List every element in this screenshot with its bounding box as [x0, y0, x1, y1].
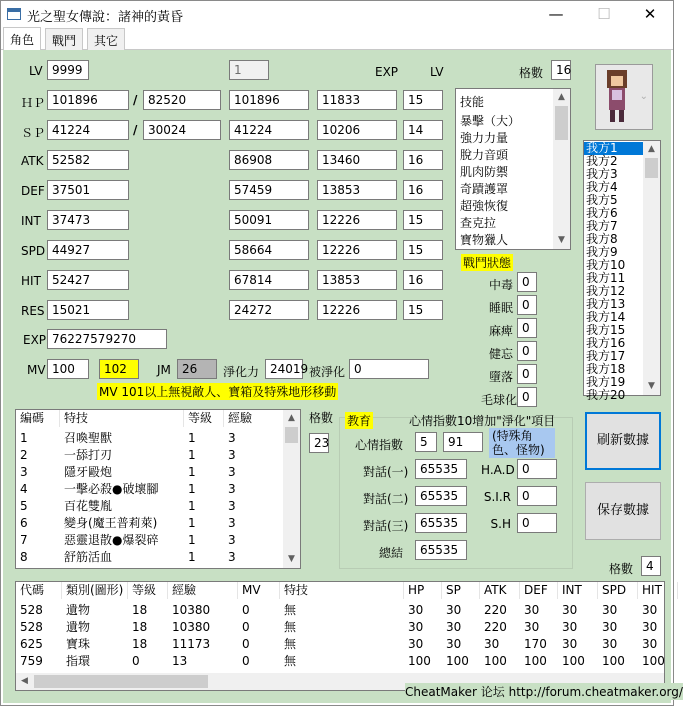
tech-scrollbar[interactable]: [283, 410, 300, 568]
status-label: 麻痺: [488, 324, 513, 338]
tech-cell: 3: [228, 448, 236, 462]
purify-input[interactable]: 24019: [265, 359, 303, 379]
items-header-cell: HP: [404, 582, 442, 599]
tech-cell: 隱牙毆炮: [64, 465, 113, 479]
ally-item[interactable]: 我方1: [584, 142, 660, 155]
tab-battle[interactable]: 戰鬥: [45, 28, 83, 50]
items-header-cell: SP: [442, 582, 480, 599]
items-cell: 30: [642, 620, 658, 634]
items-cell: 0: [132, 654, 140, 668]
scroll-thumb[interactable]: [285, 427, 298, 443]
items-cell: 13: [172, 654, 188, 668]
tab-strip: [1, 28, 673, 50]
dialogue-tag-label: S.I.R: [483, 490, 511, 504]
items-cell: 759: [20, 654, 43, 668]
stat-total-input[interactable]: 67814: [229, 270, 309, 290]
ally-item[interactable]: 我方12: [586, 284, 626, 298]
stat-total-input[interactable]: 50091: [229, 210, 309, 230]
items-cell: 30: [446, 620, 462, 634]
items-cell: 100: [446, 654, 469, 668]
tech-cell: 1: [188, 448, 196, 462]
ally-item[interactable]: 我方5: [586, 193, 618, 207]
dialogue-label: 對話(三): [363, 519, 409, 533]
purify-label: 淨化力: [223, 365, 260, 379]
tech-cell: 3: [228, 465, 236, 479]
tech-count-label: 格數: [309, 411, 334, 425]
stat-lv-input[interactable]: 14: [403, 120, 443, 140]
lv-input[interactable]: 9999: [47, 60, 89, 80]
tech-row[interactable]: [16, 532, 286, 549]
tech-cell: 1: [188, 465, 196, 479]
ally-item[interactable]: 我方16: [586, 336, 626, 350]
education-title: 教育: [347, 414, 372, 428]
stat-label: ＳＰ: [21, 126, 46, 140]
dialogue-tag-input[interactable]: 0: [517, 486, 557, 506]
items-cell: 100: [484, 654, 507, 668]
stat-current-input[interactable]: 15021: [47, 300, 129, 320]
ally-item[interactable]: 我方11: [586, 271, 626, 285]
tab-other[interactable]: 其它: [87, 28, 125, 50]
items-cell: 30: [408, 620, 424, 634]
items-cell: 10380: [172, 620, 211, 634]
tech-cell: 1: [188, 499, 196, 513]
items-cell: 18: [132, 620, 148, 634]
exp-column-label: EXP: [375, 65, 399, 79]
items-row[interactable]: [16, 619, 666, 636]
items-cell: 0: [242, 637, 250, 651]
stat-current-input[interactable]: 101896: [47, 90, 129, 110]
stat-total-input[interactable]: 101896: [229, 90, 309, 110]
tech-cell: 一舔打刃: [64, 448, 113, 462]
items-row[interactable]: [16, 636, 666, 653]
jm-label: JM: [157, 363, 171, 377]
tech-cell: 6: [20, 516, 28, 530]
minimize-button[interactable]: —: [548, 5, 564, 23]
items-cell: 遺物: [66, 603, 91, 617]
tech-header-cell: 經驗: [224, 410, 284, 427]
tech-cell: 1: [188, 482, 196, 496]
stat-label: HIT: [21, 274, 41, 288]
tech-cell: 召喚聖獸: [64, 431, 113, 445]
skills-list[interactable]: [455, 88, 571, 250]
items-count-label: 格數: [609, 562, 634, 576]
status-label: 睡眠: [488, 301, 513, 315]
scroll-down-icon[interactable]: ▼: [288, 554, 295, 564]
dialogue-tag-label: H.A.D: [481, 463, 515, 477]
items-cell: 無: [284, 603, 297, 617]
mood-input-1[interactable]: 5: [415, 432, 437, 452]
stat-lv-input[interactable]: 15: [403, 240, 443, 260]
skill-item[interactable]: 超強恢復: [460, 199, 509, 213]
battle-status-title: 戰鬥狀態: [463, 256, 512, 270]
items-header-cell: 代碼: [16, 582, 62, 599]
window-title: 光之聖女傳說：諸神的黃昏: [27, 10, 184, 25]
status-input[interactable]: 0: [517, 364, 537, 384]
tech-row[interactable]: [16, 498, 286, 515]
items-cell: 30: [602, 637, 618, 651]
forum-footer: CheatMaker 论坛 http://forum.cheatmaker.org/: [405, 685, 683, 699]
skill-item[interactable]: 脫力音頭: [460, 148, 509, 162]
items-cell: 100: [524, 654, 547, 668]
stat-total-input[interactable]: 86908: [229, 150, 309, 170]
stat-separator: /: [133, 93, 138, 107]
stat-current-input[interactable]: 41224: [47, 120, 129, 140]
items-header-cell: 特技: [280, 582, 404, 599]
ally-item[interactable]: 我方17: [586, 349, 626, 363]
items-cell: 無: [284, 620, 297, 634]
tech-row[interactable]: [16, 549, 286, 566]
ally-item[interactable]: 我方18: [586, 362, 626, 376]
dialogue-label: 對話(二): [363, 492, 409, 506]
tech-cell: 百花雙胤: [64, 499, 113, 513]
total-input[interactable]: 65535: [415, 540, 467, 560]
items-row[interactable]: [16, 653, 666, 670]
items-header-cell: MV: [238, 582, 280, 599]
skill-item[interactable]: 暴擊（大）: [460, 114, 521, 128]
exp-input[interactable]: 76227579270: [47, 329, 167, 349]
items-cell: 100: [642, 654, 665, 668]
ally-item[interactable]: 我方4: [586, 180, 618, 194]
items-cell: 18: [132, 603, 148, 617]
items-header-cell: HIT: [638, 582, 678, 599]
title-bar: [1, 1, 673, 28]
dialogue-input[interactable]: 65535: [415, 459, 467, 479]
purified-label: 被淨化: [309, 365, 346, 379]
scroll-thumb[interactable]: [555, 106, 568, 140]
items-cell: 528: [20, 603, 43, 617]
stat-lv-input[interactable]: 16: [403, 150, 443, 170]
stat-label: ATK: [21, 154, 44, 168]
items-cell: 0: [242, 620, 250, 634]
items-table[interactable]: [15, 581, 665, 691]
ally-item[interactable]: 我方8: [586, 232, 618, 246]
tech-cell: 惡靈退散●爆裂碎: [64, 533, 159, 547]
ally-item[interactable]: 我方15: [586, 323, 626, 337]
items-cell: 30: [602, 603, 618, 617]
scroll-down-icon[interactable]: ▼: [558, 235, 565, 245]
tech-cell: 3: [228, 550, 236, 564]
items-cell: 無: [284, 654, 297, 668]
stat-exp-input[interactable]: 11833: [317, 90, 397, 110]
stat-current-input[interactable]: 44927: [47, 240, 129, 260]
items-cell: 30: [524, 603, 540, 617]
items-cell: 220: [484, 620, 507, 634]
character-sprite-icon: [602, 68, 632, 126]
stats-count-label: 格數: [519, 66, 544, 80]
ally-item[interactable]: 我方3: [586, 167, 618, 181]
stat-label: ＨＰ: [21, 96, 46, 110]
items-header-cell: INT: [558, 582, 598, 599]
tech-cell: 7: [20, 533, 28, 547]
tech-cell: 3: [228, 482, 236, 496]
items-cell: 30: [408, 603, 424, 617]
tech-cell: 3: [228, 516, 236, 530]
tech-row[interactable]: [16, 430, 286, 447]
maximize-button[interactable]: ☐: [597, 5, 611, 23]
ally-item[interactable]: 我方13: [586, 297, 626, 311]
stat-max-input[interactable]: 82520: [143, 90, 221, 110]
tech-row[interactable]: [16, 447, 286, 464]
stat-lv-input[interactable]: 15: [403, 90, 443, 110]
dialogue-input[interactable]: 65535: [415, 513, 467, 533]
tech-table[interactable]: [15, 409, 301, 569]
items-cell: 10380: [172, 603, 211, 617]
skill-item[interactable]: 查克拉: [460, 216, 497, 230]
ally-list[interactable]: [583, 140, 661, 402]
items-cell: 30: [602, 620, 618, 634]
scroll-left-icon[interactable]: ◀: [21, 676, 28, 686]
refresh-button[interactable]: 刷新數據: [585, 412, 661, 470]
stats-count-input[interactable]: 16: [551, 60, 571, 80]
close-button[interactable]: ✕: [643, 5, 657, 23]
items-cell: 30: [562, 603, 578, 617]
scroll-up-icon[interactable]: ▲: [558, 92, 565, 102]
stat-lv-input[interactable]: 15: [403, 210, 443, 230]
stat-lv-input[interactable]: 16: [403, 180, 443, 200]
items-row[interactable]: [16, 602, 666, 619]
items-cell: 30: [446, 603, 462, 617]
ally-item[interactable]: 我方7: [586, 219, 618, 233]
lv-label: LV: [29, 64, 43, 78]
tech-row[interactable]: [16, 481, 286, 498]
tech-cell: 1: [188, 431, 196, 445]
skill-item[interactable]: 寶物獵人: [460, 233, 509, 247]
stat-current-input[interactable]: 37501: [47, 180, 129, 200]
stat-exp-input[interactable]: 10206: [317, 120, 397, 140]
ally-item[interactable]: 我方19: [586, 375, 626, 389]
chevron-down-icon[interactable]: ⌄: [639, 91, 648, 102]
dialogue-label: 對話(一): [363, 465, 409, 479]
items-cell: 30: [484, 637, 500, 651]
tech-cell: 3: [228, 431, 236, 445]
tech-cell: 8: [20, 550, 28, 564]
status-label: 中毒: [488, 278, 513, 292]
scroll-up-icon[interactable]: ▲: [288, 413, 295, 423]
tech-cell: 2: [20, 448, 28, 462]
stat-label: DEF: [21, 184, 45, 198]
status-input[interactable]: 0: [517, 387, 537, 407]
purified-input[interactable]: 0: [349, 359, 429, 379]
stat-label: RES: [21, 304, 45, 318]
scroll-up-icon[interactable]: ▲: [648, 144, 655, 154]
items-cell: 18: [132, 637, 148, 651]
stat-current-input[interactable]: 37473: [47, 210, 129, 230]
mv-label: MV: [27, 363, 46, 377]
stat-total-input[interactable]: 41224: [229, 120, 309, 140]
scroll-thumb[interactable]: [34, 675, 208, 688]
scroll-thumb[interactable]: [645, 158, 658, 178]
tech-cell: 1: [188, 550, 196, 564]
skill-item[interactable]: 肌肉防禦: [460, 165, 509, 179]
status-input[interactable]: 0: [517, 272, 537, 292]
stat-max-input[interactable]: 30024: [143, 120, 221, 140]
items-cell: 30: [524, 620, 540, 634]
tech-header-row: [16, 410, 286, 427]
jm-input[interactable]: 26: [177, 359, 217, 379]
dialogue-tag-input[interactable]: 0: [517, 513, 557, 533]
ally-item[interactable]: 我方20: [586, 388, 626, 402]
character-portrait[interactable]: [595, 64, 653, 130]
dialogue-input[interactable]: 65535: [415, 486, 467, 506]
stat-exp-input[interactable]: 12226: [317, 240, 397, 260]
tech-header-cell: 等級: [184, 410, 224, 427]
stat-exp-input[interactable]: 13460: [317, 150, 397, 170]
ally-item[interactable]: 我方6: [586, 206, 618, 220]
items-cell: 100: [408, 654, 431, 668]
ally-item[interactable]: 我方2: [586, 154, 618, 168]
app-icon: [7, 8, 21, 20]
skills-scrollbar[interactable]: [553, 89, 570, 249]
items-cell: 11173: [172, 637, 211, 651]
scroll-down-icon[interactable]: ▼: [648, 381, 655, 391]
stat-total-input[interactable]: 24272: [229, 300, 309, 320]
tech-row[interactable]: [16, 464, 286, 481]
tech-cell: 3: [228, 499, 236, 513]
items-cell: 528: [20, 620, 43, 634]
education-note: 心情指數10增加"淨化"項目: [409, 414, 556, 428]
stat-lv-input[interactable]: 16: [403, 270, 443, 290]
ally-item[interactable]: 我方10: [586, 258, 626, 272]
ally-item[interactable]: 我方9: [586, 245, 618, 259]
status-input[interactable]: 0: [517, 341, 537, 361]
items-cell: 30: [408, 637, 424, 651]
dialogue-tag-label: S.H: [490, 517, 511, 531]
tech-cell: 3: [20, 465, 28, 479]
stat-lv-input[interactable]: 15: [403, 300, 443, 320]
mood-input-2[interactable]: 91: [443, 432, 483, 452]
items-cell: 30: [446, 637, 462, 651]
skills-header: 技能: [460, 95, 485, 109]
tech-cell: 1: [188, 533, 196, 547]
stat-separator: /: [133, 123, 138, 137]
items-cell: 無: [284, 637, 297, 651]
items-header-cell: DEF: [520, 582, 558, 599]
mv-hint: MV 101以上無視敵人、寶箱及特殊地形移動: [99, 385, 337, 399]
items-cell: 625: [20, 637, 43, 651]
stat-exp-input[interactable]: 13853: [317, 180, 397, 200]
items-cell: 220: [484, 603, 507, 617]
items-cell: 30: [642, 637, 658, 651]
items-header-cell: 類別(圖形): [62, 582, 128, 599]
stat-exp-input[interactable]: 13853: [317, 270, 397, 290]
items-header-cell: ATK: [480, 582, 520, 599]
items-cell: 30: [642, 603, 658, 617]
tech-cell: 4: [20, 482, 28, 496]
tech-header-cell: 特技: [60, 410, 184, 427]
skill-item[interactable]: 強力力量: [460, 131, 509, 145]
tab-character[interactable]: 角色: [3, 27, 41, 51]
items-cell: 100: [602, 654, 625, 668]
tech-cell: 舒筋活血: [64, 550, 113, 564]
items-cell: 100: [562, 654, 585, 668]
tech-cell: 1: [20, 431, 28, 445]
stat-total-input[interactable]: 58664: [229, 240, 309, 260]
total-label: 總結: [379, 546, 404, 560]
stat-label: SPD: [21, 244, 46, 258]
save-button[interactable]: 保存數據: [585, 482, 661, 540]
mood-label: 心情指數: [355, 438, 404, 452]
lv-column-label: LV: [430, 65, 444, 79]
items-cell: 0: [242, 654, 250, 668]
items-cell: 指環: [66, 654, 91, 668]
status-label: 毛球化: [481, 393, 518, 407]
items-cell: 30: [562, 637, 578, 651]
items-header-cell: SPD: [598, 582, 638, 599]
tech-cell: 變身(魔王普莉萊): [64, 516, 158, 530]
mv-effective-field[interactable]: 102: [99, 359, 139, 379]
items-cell: 30: [562, 620, 578, 634]
status-label: 健忘: [488, 347, 513, 361]
tech-cell: 5: [20, 499, 28, 513]
stat-current-input[interactable]: 52582: [47, 150, 129, 170]
stat-exp-input[interactable]: 12226: [317, 210, 397, 230]
items-header-row: [16, 582, 666, 599]
ally-item[interactable]: 我方14: [586, 310, 626, 324]
items-count-input[interactable]: 4: [641, 556, 661, 576]
tech-header-cell: 編碼: [16, 410, 60, 427]
items-cell: 170: [524, 637, 547, 651]
status-input[interactable]: 0: [517, 295, 537, 315]
character-panel: [3, 50, 683, 703]
dialogue-tag-input[interactable]: 0: [517, 459, 557, 479]
status-label: 墮落: [488, 370, 513, 384]
status-input[interactable]: 0: [517, 318, 537, 338]
ally-scrollbar[interactable]: [643, 141, 660, 395]
tech-cell: 3: [228, 533, 236, 547]
lv-readonly-field: 1: [229, 60, 269, 80]
special-note: (特殊角色、怪物): [489, 428, 555, 458]
items-cell: 0: [242, 603, 250, 617]
items-cell: 遺物: [66, 620, 91, 634]
items-header-cell: 經驗: [168, 582, 238, 599]
tech-cell: 一擊必殺●破壞腳: [64, 482, 159, 496]
mv-input[interactable]: 100: [47, 359, 89, 379]
stat-total-input[interactable]: 57459: [229, 180, 309, 200]
skill-item[interactable]: 奇蹟護罩: [460, 182, 509, 196]
stat-exp-input[interactable]: 12226: [317, 300, 397, 320]
tech-row[interactable]: [16, 515, 286, 532]
tech-count-input[interactable]: 23: [309, 433, 329, 453]
exp-label: EXP: [23, 333, 47, 347]
stat-label: INT: [21, 214, 41, 228]
items-header-cell: 等級: [128, 582, 168, 599]
stat-current-input[interactable]: 52427: [47, 270, 129, 290]
tech-cell: 1: [188, 516, 196, 530]
items-cell: 寶珠: [66, 637, 91, 651]
